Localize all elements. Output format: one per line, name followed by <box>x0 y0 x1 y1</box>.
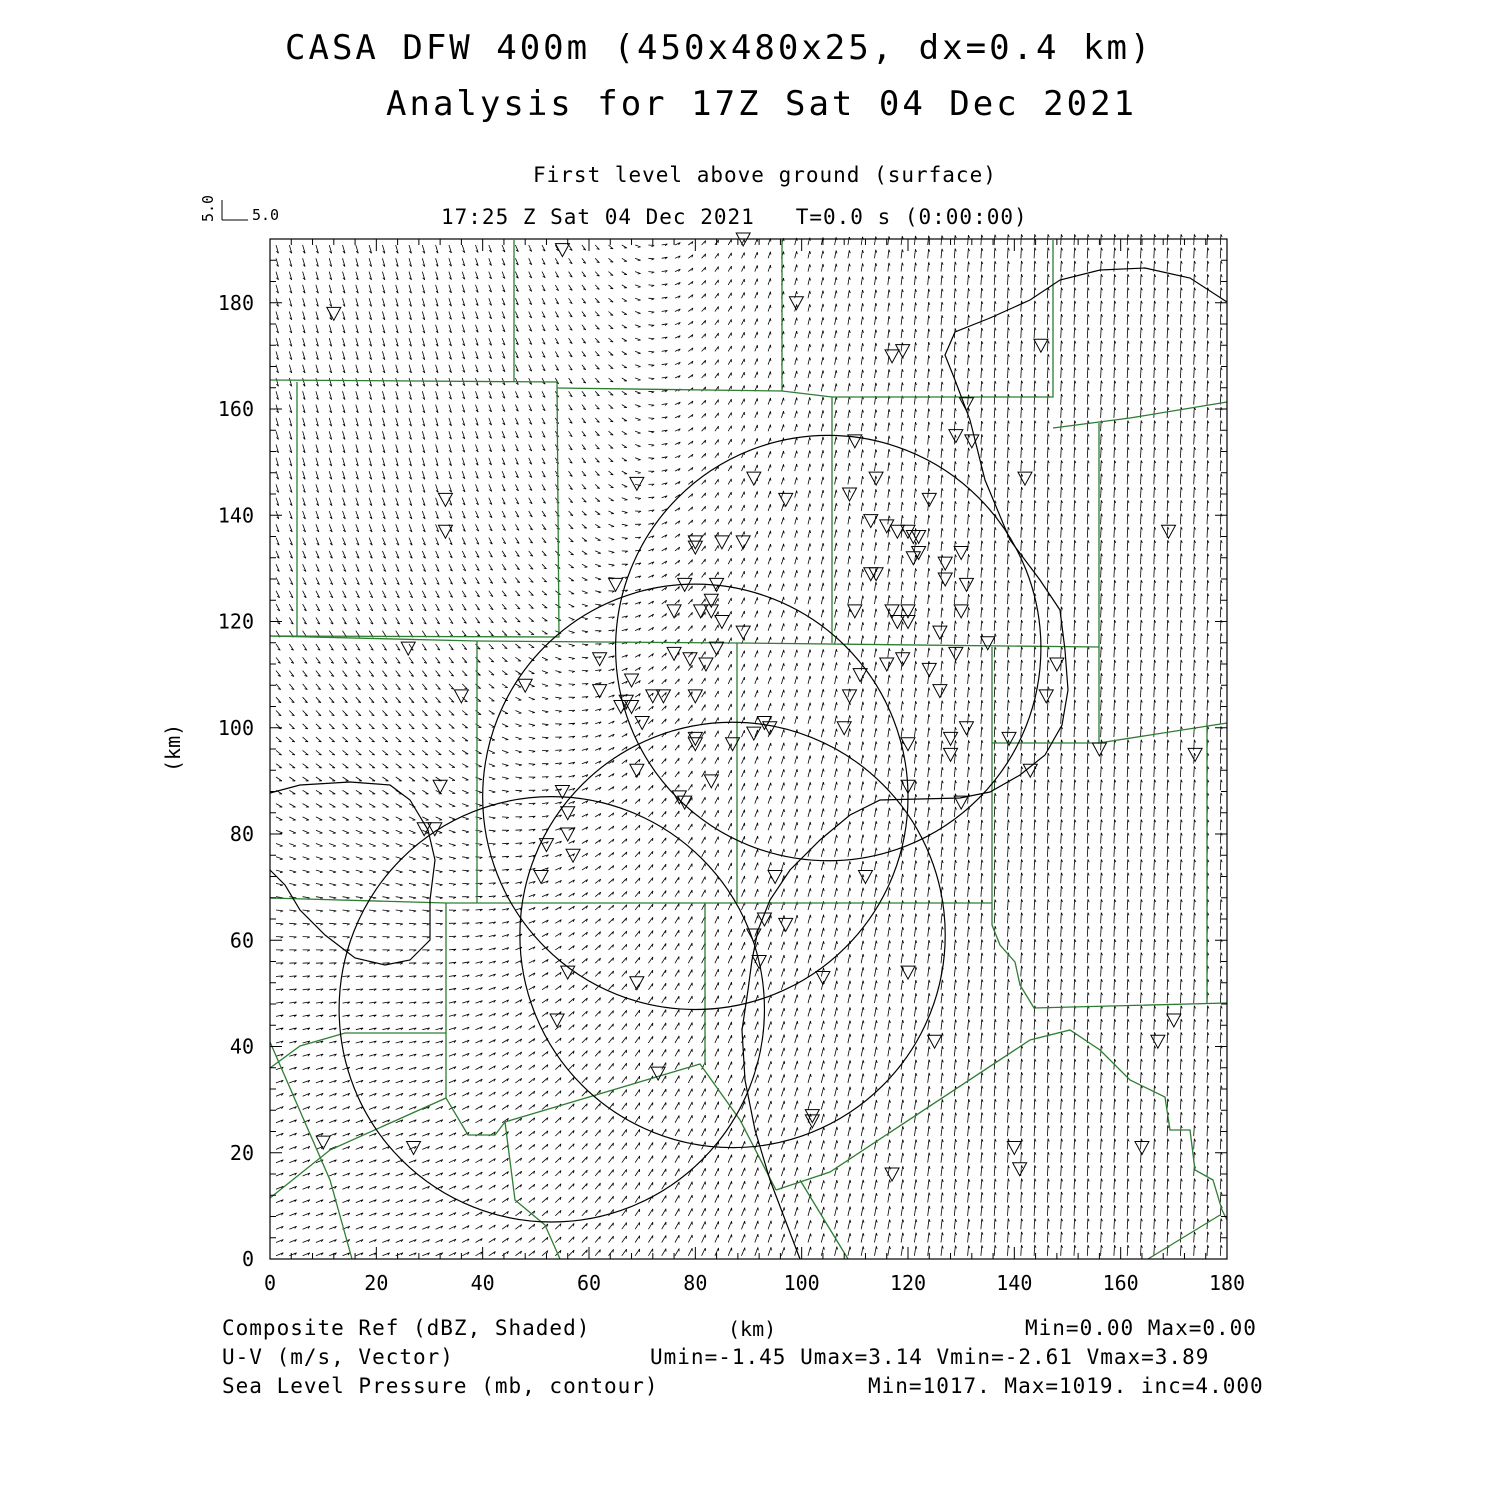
tick-marks <box>270 239 1227 1259</box>
station-marker <box>609 578 623 591</box>
vector-label: U-V (m/s, Vector) <box>222 1345 454 1369</box>
county-line <box>446 903 505 1135</box>
shade-label: Composite Ref (dBZ, Shaded) <box>222 1316 591 1340</box>
station-marker <box>959 578 973 591</box>
county-line <box>270 1033 446 1068</box>
x-tick-label: 80 <box>683 1271 708 1295</box>
station-marker <box>747 727 761 740</box>
station-marker <box>736 626 750 639</box>
station-marker <box>912 531 926 544</box>
station-marker <box>922 493 936 506</box>
station-marker <box>672 791 686 804</box>
station-marker <box>401 642 415 655</box>
county-line <box>270 1098 446 1198</box>
y-tick-label: 20 <box>229 1140 254 1165</box>
vector-key-u-label: 5.0 <box>252 206 280 224</box>
station-marker <box>593 653 607 666</box>
station-marker <box>779 918 793 931</box>
contour-stats: Min=1017. Max=1019. inc=4.000 <box>868 1374 1264 1398</box>
title-line-2: Analysis for 17Z Sat 04 Dec 2021 <box>386 84 1138 124</box>
station-marker <box>1151 1035 1165 1048</box>
station-marker <box>625 674 639 687</box>
station-marker <box>805 1115 819 1128</box>
x-tick-label: 60 <box>576 1271 602 1295</box>
x-tick-label: 160 <box>1102 1271 1139 1295</box>
contour-label: Sea Level Pressure (mb, contour) <box>222 1374 659 1398</box>
station-marker <box>880 520 894 533</box>
x-tick-label: 20 <box>364 1271 389 1295</box>
plot-border <box>270 239 1227 1259</box>
station-marker <box>1092 743 1106 756</box>
station-marker <box>928 1035 942 1048</box>
station-marker <box>880 658 894 671</box>
title-line-1: CASA DFW 400m (450x480x25, dx=0.4 km) <box>285 28 1154 68</box>
station-marker <box>747 472 761 485</box>
county-boundaries <box>270 240 1227 1259</box>
station-marker <box>885 350 899 363</box>
y-tick-label: 160 <box>217 397 254 421</box>
axis-ticks <box>218 239 1245 1295</box>
pressure-contours <box>270 268 1227 1259</box>
station-marker <box>858 871 872 884</box>
station-marker <box>593 685 607 698</box>
y-tick-label: 120 <box>217 609 254 634</box>
county-line <box>270 636 1099 647</box>
y-axis-label: (km) <box>161 723 185 772</box>
radar-range-rings <box>339 435 1041 1222</box>
station-marker <box>688 541 702 554</box>
county-line <box>992 647 1227 1008</box>
county-line <box>1053 402 1227 428</box>
x-tick-label: 0 <box>263 1271 277 1295</box>
y-tick-label: 60 <box>229 928 254 953</box>
county-line <box>270 898 992 903</box>
station-marker <box>688 738 702 751</box>
station-marker <box>1039 690 1053 703</box>
radar-range-ring <box>616 435 1041 860</box>
station-marker <box>843 690 857 703</box>
station-marker <box>316 1136 330 1149</box>
vector-key <box>199 195 279 224</box>
station-marker <box>805 1110 819 1123</box>
y-tick-label: 140 <box>217 503 254 528</box>
station-marker <box>688 536 702 549</box>
y-tick-label: 80 <box>229 822 254 846</box>
vector-stats: Umin=-1.45 Umax=3.14 Vmin=-2.61 Vmax=3.89 <box>650 1345 1210 1369</box>
station-marker <box>327 307 341 320</box>
station-marker <box>896 653 910 666</box>
station-marker <box>938 557 952 570</box>
station-marker <box>1007 1141 1021 1154</box>
station-marker <box>630 477 644 490</box>
valid-time: 17:25 Z Sat 04 Dec 2021 T=0.0 s (0:00:00) <box>441 205 1028 229</box>
station-marker <box>779 493 793 506</box>
station-marker <box>1034 339 1048 352</box>
station-marker <box>944 732 958 745</box>
station-marker <box>667 605 681 618</box>
station-marker <box>635 716 649 729</box>
county-line <box>557 240 1053 397</box>
station-marker <box>896 345 910 358</box>
station-markers <box>316 233 1202 1181</box>
x-axis-label: (km) <box>728 1317 777 1341</box>
subtitle: First level above ground (surface) <box>533 163 997 187</box>
county-line <box>1148 1215 1220 1259</box>
station-marker <box>1013 1163 1027 1176</box>
y-tick-label: 180 <box>217 290 254 315</box>
station-marker <box>869 472 883 485</box>
county-line <box>505 1122 560 1259</box>
vector-key-v-label: 5.0 <box>199 194 217 222</box>
station-marker <box>933 626 947 639</box>
station-marker <box>688 690 702 703</box>
x-tick-label: 140 <box>996 1271 1033 1295</box>
station-marker <box>561 966 575 979</box>
plot-frame <box>270 239 1227 1259</box>
x-tick-label: 180 <box>1208 1271 1246 1295</box>
y-tick-label: 100 <box>217 715 254 740</box>
x-tick-label: 40 <box>470 1271 495 1295</box>
y-tick-label: 0 <box>241 1247 254 1271</box>
station-marker <box>922 663 936 676</box>
shade-stats: Min=0.00 Max=0.00 <box>1025 1316 1257 1340</box>
station-marker <box>1135 1141 1149 1154</box>
station-marker <box>959 722 973 735</box>
station-marker <box>853 669 867 682</box>
x-tick-label: 100 <box>783 1271 820 1295</box>
station-marker <box>561 807 575 820</box>
station-marker <box>518 679 532 692</box>
station-marker <box>954 546 968 559</box>
station-marker <box>938 573 952 586</box>
station-marker <box>710 642 724 655</box>
station-marker <box>789 297 803 310</box>
station-marker <box>699 658 713 671</box>
station-marker <box>933 685 947 698</box>
station-marker <box>1018 472 1032 485</box>
y-tick-label: 40 <box>229 1034 254 1059</box>
station-marker <box>885 1168 899 1181</box>
station-marker <box>433 780 447 793</box>
station-marker <box>912 546 926 559</box>
station-marker <box>954 605 968 618</box>
station-marker <box>550 1014 564 1027</box>
county-line <box>776 1030 1227 1220</box>
station-marker <box>561 828 575 841</box>
station-marker <box>1167 1014 1181 1027</box>
station-marker <box>1162 525 1176 538</box>
x-tick-label: 120 <box>889 1271 927 1295</box>
station-marker <box>704 775 718 788</box>
station-marker <box>959 398 973 411</box>
